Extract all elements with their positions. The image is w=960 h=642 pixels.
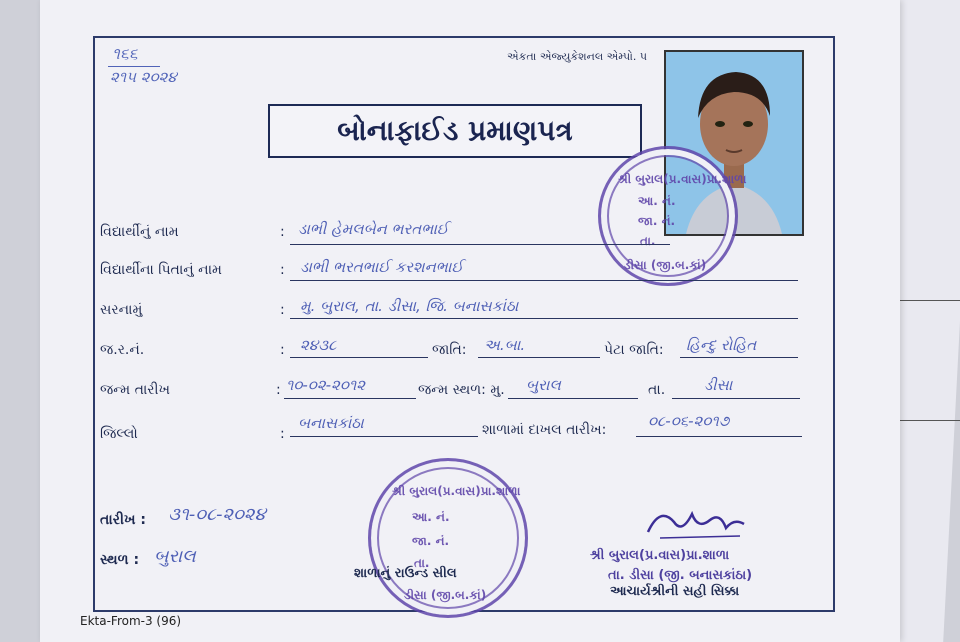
place-value: બુરાલ [154,546,196,567]
colon: : [280,262,285,278]
father-name-line [290,280,798,281]
birth-place-value: બુરાલ [526,376,561,394]
district-line [290,436,478,437]
photo-stamp-inner-1: આ. નં. [638,194,676,208]
address-label: સરનામું [100,302,143,318]
photo-stamp-inner-3: તા. [640,234,656,248]
father-name-label: વિદ્યાર્થીના પિતાનું નામ [100,262,222,278]
colon: : [276,382,281,398]
date-label: તારીખ : [100,512,146,528]
caste-value: અ.બા. [484,336,526,354]
birth-date-label: જન્મ તારીખ [100,382,171,398]
sub-caste-label: પેટા જાતિ: [604,342,664,358]
round-seal-inner-2: જા. નં. [412,534,450,548]
taluka-value: ડીસા [704,376,733,394]
round-seal-caption: શાળાનું રાઉન્ડ સીલ [354,566,457,581]
gr-no-line [290,357,428,358]
form-code: Ekta-From-3 (96) [80,614,182,628]
sub-caste-line [680,357,798,358]
student-name-line [290,244,670,245]
student-name-value: ડાભી હેમલબેન ભરતભાઈ [298,220,449,238]
round-seal-inner-3: તા. [414,556,430,570]
photo-stamp-bottom: ડીસા (જી.બ.કાં) [624,258,707,272]
taluka-line [672,398,800,399]
admission-date-line [636,436,802,437]
org-header: એકતા એજ્યુકેશનલ એમ્પો. પ [507,50,648,63]
gr-no-label: જ.ર.નં. [100,342,145,358]
certificate-title: બોનાફાઈડ પ્રમાણપત્ર [268,104,642,158]
birth-date-line [284,398,416,399]
principal-stamp-line2: તા. ડીસા (જી. બનાસકાંઠા) [608,568,753,583]
principal-signature-icon [640,500,750,550]
sub-caste-value: હિન્દુ રોહિત [686,336,757,354]
district-value: બનાસકાંઠા [298,414,364,432]
ref-number: ૧૬૬ [112,44,138,63]
photo-stamp-text: શ્રી બુરાલ(પ્ર.વાસ)પ્રા.શાળા [618,172,747,186]
admission-date-label: શાળામાં દાખલ તારીખ: [482,422,607,438]
caste-line [478,357,600,358]
colon: : [280,224,285,240]
colon: : [280,426,285,442]
birth-place-label: જન્મ સ્થળ: મુ. [418,382,505,398]
round-seal-bottom: ડીસા (જી.બ.કાં) [404,588,487,602]
colon: : [280,302,285,318]
address-line [290,318,798,319]
colon: : [280,342,285,358]
birth-place-line [508,398,638,399]
caste-label: જાતિ: [432,342,467,358]
taluka-label: તા. [648,382,666,398]
date-value: ૩૧-૦૮-૨૦૨૪ [168,504,266,525]
round-seal-inner-1: આ. નં. [412,510,450,524]
ref-date: ૨૧૫ ૨૦૨૪ [110,68,177,86]
principal-caption: આચાર્યશ્રીની સહી સિક્કા [610,584,740,599]
father-name-value: ડાભી ભરતભાઈ કરશનભાઈ [300,258,464,276]
birth-date-value: ૧૦-૦૨-૨૦૧૨ [286,376,366,394]
address-value: મુ. બુરાલ, તા. ડીસા, જિ. બનાસકાંઠા [300,297,519,315]
admission-date-value: ૦૮-૦૬-૨૦૧૭ [648,412,730,430]
place-label: સ્થળ : [100,552,140,568]
photo-stamp-inner-2: જા. નં. [638,214,676,228]
student-name-label: વિદ્યાર્થીનું નામ [100,224,179,240]
principal-stamp-line1: શ્રી બુરાલ(પ્ર.વાસ)પ્રા.શાળા [590,548,730,563]
round-seal-text: શ્રી બુરાલ(પ્ર.વાસ)પ્રા.શાળા [392,484,521,498]
ref-divider [108,66,160,67]
gr-no-value: ૨૪૩૮ [300,336,337,354]
district-label: જિલ્લો [100,426,138,442]
